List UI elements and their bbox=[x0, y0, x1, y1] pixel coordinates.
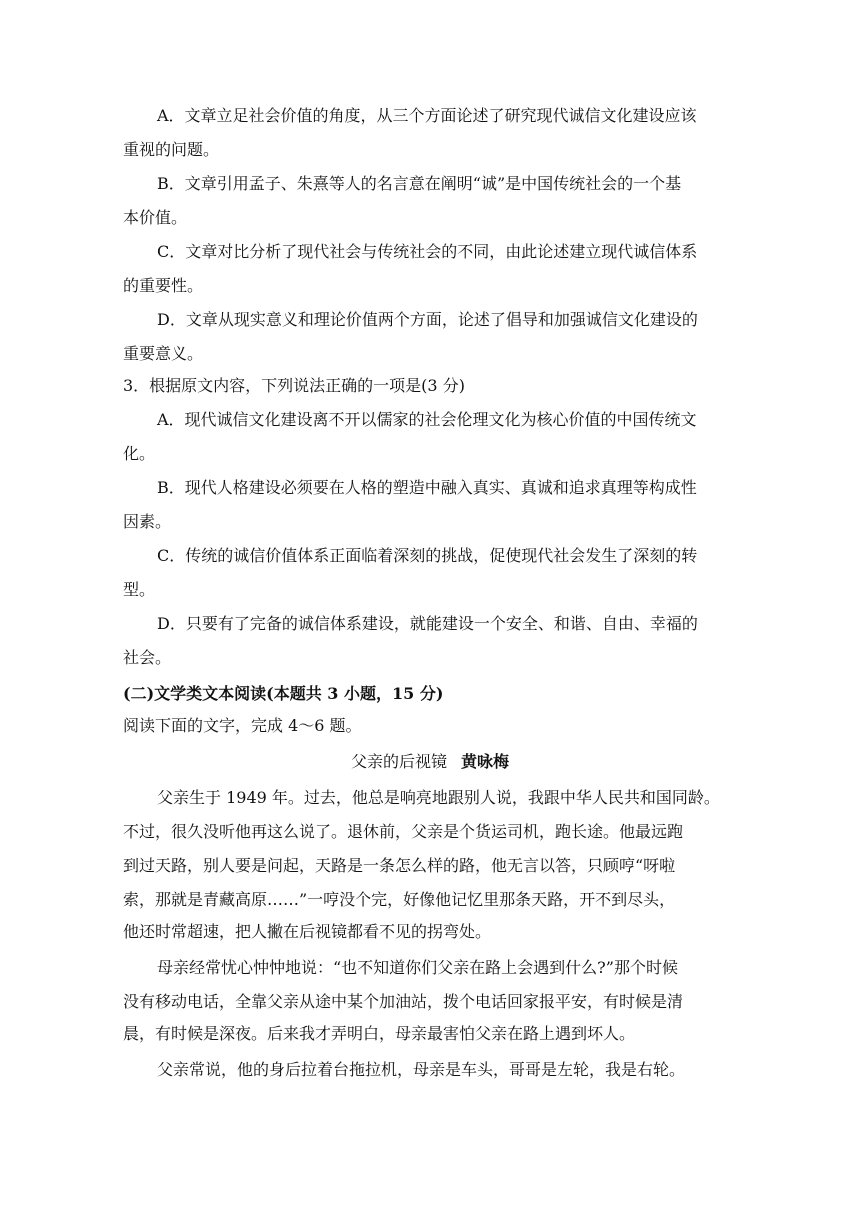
q3-option-c-line2: 型。 bbox=[123, 580, 156, 599]
q3-option-b-line2: 因素。 bbox=[123, 512, 172, 531]
q2-option-c-line2: 的重要性。 bbox=[123, 276, 204, 295]
paragraph-2-line1: 母亲经常忧心忡忡地说：“也不知道你们父亲在路上会遇到什么?”那个时候 bbox=[157, 958, 678, 977]
q2-option-b-line1: B．文章引用孟子、朱熹等人的名言意在阐明“诚”是中国传统社会的一个基 bbox=[157, 174, 682, 193]
q3-option-a-line2: 化。 bbox=[123, 444, 156, 463]
paragraph-1-line3: 到过天路，别人要是问起，天路是一条怎么样的路，他无言以答，只顾哼“呀啦 bbox=[123, 856, 676, 875]
q3-option-b-line1: B．现代人格建设必须要在人格的塑造中融入真实、真诚和追求真理等构成性 bbox=[157, 478, 697, 497]
paragraph-3-line1: 父亲常说，他的身后拉着台拖拉机，母亲是车头，哥哥是左轮，我是右轮。 bbox=[157, 1060, 686, 1079]
q2-option-c-line1: C．文章对比分析了现代社会与传统社会的不同，由此论述建立现代诚信体系 bbox=[157, 242, 698, 261]
paragraph-2-line2: 没有移动电话，全靠父亲从途中某个加油站，拨个电话回家报平安，有时候是清 bbox=[123, 992, 684, 1011]
section-instruction: 阅读下面的文字，完成 4～6 题。 bbox=[123, 716, 362, 735]
q2-option-a-line1: A．文章立足社会价值的角度，从三个方面论述了研究现代诚信文化建设应该 bbox=[157, 106, 697, 125]
q2-option-d-line1: D．文章从现实意义和理论价值两个方面，论述了倡导和加强诚信文化建设的 bbox=[157, 310, 698, 329]
paragraph-2-line3: 晨，有时候是深夜。后来我才弄明白，母亲最害怕父亲在路上遇到坏人。 bbox=[123, 1024, 636, 1043]
paragraph-1-line1: 父亲生于 1949 年。过去，他总是响亮地跟别人说，我跟中华人民共和国同龄。 bbox=[157, 788, 720, 807]
q3-option-d-line1: D．只要有了完备的诚信体系建设，就能建设一个安全、和谐、自由、幸福的 bbox=[157, 614, 698, 633]
q2-option-d-line2: 重要意义。 bbox=[123, 344, 204, 363]
q3-option-c-line1: C．传统的诚信价值体系正面临着深刻的挑战，促使现代社会发生了深刻的转 bbox=[157, 546, 698, 565]
q2-option-b-line2: 本价值。 bbox=[123, 208, 188, 227]
article-title-block bbox=[0, 752, 860, 772]
paragraph-1-line5: 他还时常超速，把人撇在后视镜都看不见的拐弯处。 bbox=[123, 922, 492, 941]
section-heading: (二)文学类文本阅读(本题共 3 小题，15 分) bbox=[123, 684, 444, 703]
q3-option-a-line1: A．现代诚信文化建设离不开以儒家的社会伦理文化为核心价值的中国传统文 bbox=[157, 410, 697, 429]
q3-stem: 3．根据原文内容，下列说法正确的一项是(3 分) bbox=[123, 376, 465, 395]
q2-option-a-line2: 重视的问题。 bbox=[123, 140, 220, 159]
article-author: 黄咏梅 bbox=[461, 752, 510, 771]
q3-option-d-line2: 社会。 bbox=[123, 648, 172, 667]
paragraph-1-line2: 不过，很久没听他再这么说了。退休前，父亲是个货运司机，跑长途。他最远跑 bbox=[123, 822, 684, 841]
paragraph-1-line4: 索，那就是青藏高原……”一哼没个完，好像他记忆里那条天路，开不到尽头， bbox=[123, 890, 676, 909]
article-title: 父亲的后视镜 bbox=[350, 752, 447, 771]
